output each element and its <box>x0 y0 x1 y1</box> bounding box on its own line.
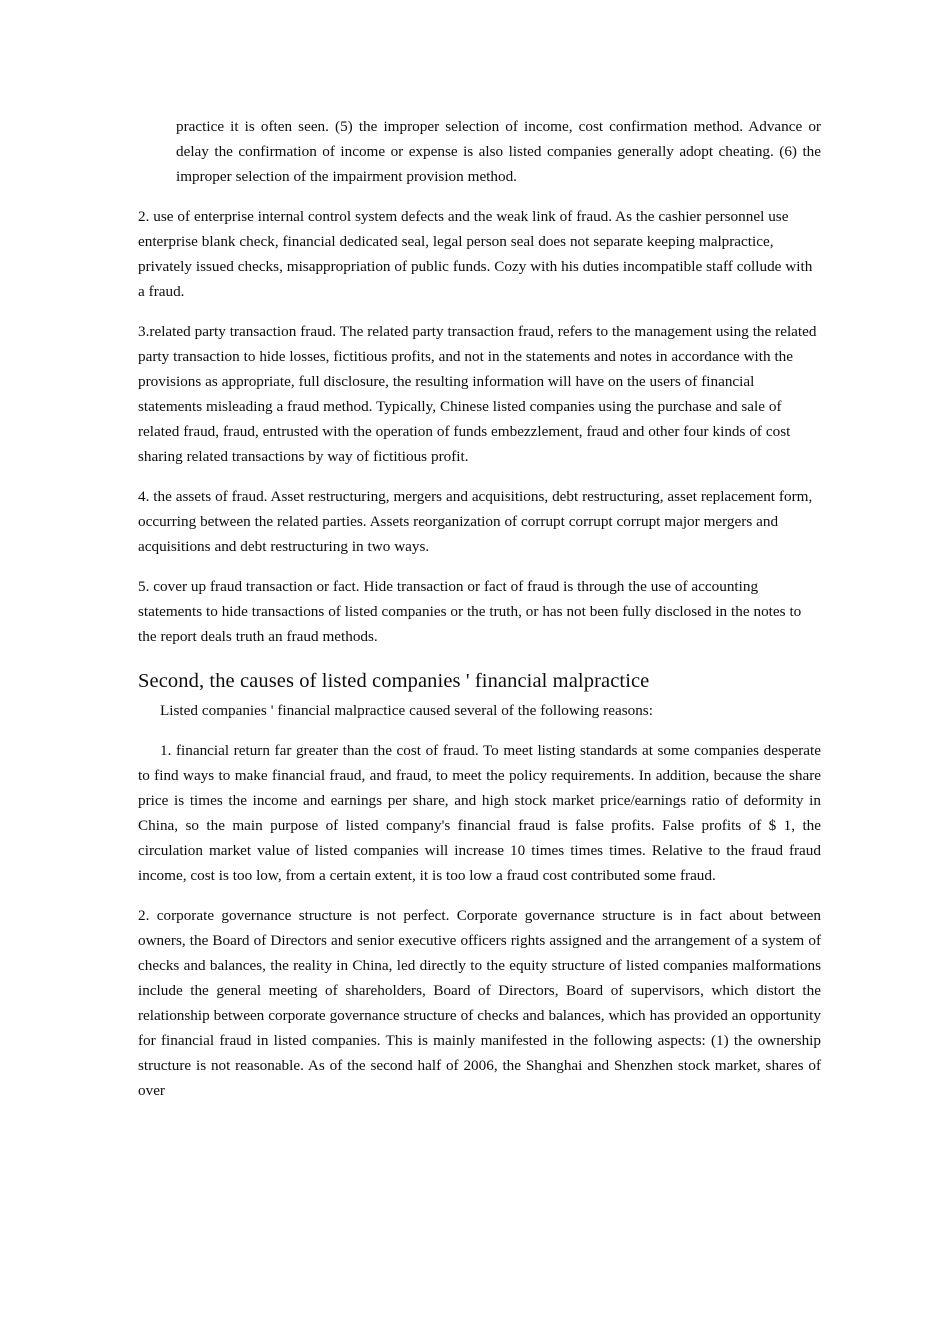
paragraph-item-2-internal-control: 2. use of enterprise internal control system defects and the weak link of fraud. As the cashier personnel use enterprise blank check, financial dedicated seal, legal person seal does not separate keeping malpractice, privately issued checks, misappropriation of public funds. Cozy with his duties incompatible staff collude with a fraud. <box>138 208 813 300</box>
paragraph-item-5-cover-up-fraud: 5. cover up fraud transaction or fact. Hide transaction or fact of fraud is through the use of accounting statements to hide transactions of listed companies or the truth, or has not been fully disclosed in the notes to the report deals truth an fraud methods. <box>138 578 802 645</box>
paragraph-item-4-assets-of-fraud: 4. the assets of fraud. Asset restructuring, mergers and acquisitions, debt restructuring, asset replacement form, occurring between the related parties. Assets reorganization of corrupt corrupt corrupt major mergers and acquisitions and debt restructuring in two ways. <box>138 488 813 555</box>
paragraph-item-3-related-party-transaction: 3.related party transaction fraud. The related party transaction fraud, refers to the management using the related party transaction to hide losses, fictitious profits, and not in the statements and notes in accordance with the provisions as appropriate, full disclosure, the resulting information will have on the users of financial statements misleading a fraud method. Typically, Chinese listed companies using the purchase and sale of related fraud, fraud, entrusted with the operation of funds embezzlement, fraud and other four kinds of cost sharing related transactions by way of fictitious profit. <box>138 323 817 465</box>
paragraph-cause-1-financial-return: 1. financial return far greater than the cost of fraud. To meet listing standards at some companies desperate to find ways to make financial fraud, and fraud, to meet the policy requirements. In addition, because the share price is times the income and earnings per share, and high stock market price/earnings ratio of deformity in China, so the main purpose of listed company's financial fraud is false profits. False profits of $ 1, the circulation market value of listed companies will increase 10 times times times. Relative to the fraud fraud income, cost is too low, from a certain extent, it is too low a fraud cost contributed some fraud. <box>138 742 821 884</box>
paragraph-lead-in-reasons: Listed companies ' financial malpractice caused several of the following reasons: <box>160 702 653 719</box>
section-heading-second-causes: Second, the causes of listed companies ' financial malpractice <box>138 670 650 692</box>
paragraph-cause-2-corporate-governance: 2. corporate governance structure is not perfect. Corporate governance structure is in fact about between owners, the Board of Directors and senior executive officers rights assigned and the arrangement of a system of checks and balances, the reality in China, led directly to the equity structure of listed companies malformations include the general meeting of shareholders, Board of Directors, Board of supervisors, which distort the relationship between corporate governance structure of checks and balances, which has provided an opportunity for financial fraud in listed companies. This is mainly manifested in the following aspects: (1) the ownership structure is not reasonable. As of the second half of 2006, the Shanghai and Shenzhen stock market, shares of over <box>138 907 821 1099</box>
text-column <box>138 114 821 1118</box>
paragraph-continuation: practice it is often seen. (5) the improper selection of income, cost confirmation method. Advance or delay the confirmation of income or expense is also listed companies generally adopt cheating. (6) the improper selection of the impairment provision method. <box>176 118 821 185</box>
